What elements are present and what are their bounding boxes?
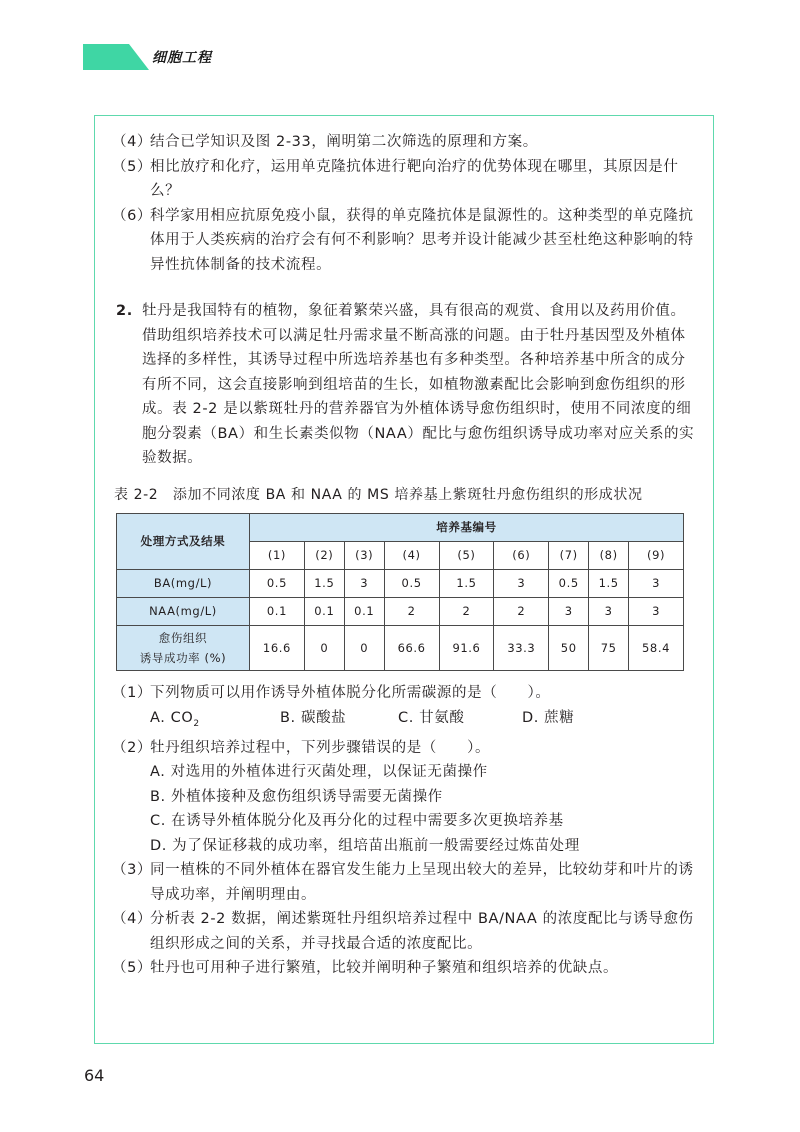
table-cell: 58.4 bbox=[629, 626, 684, 671]
table-cell: 3 bbox=[549, 598, 589, 626]
table-corner-cell: 处理方式及结果 bbox=[117, 514, 250, 570]
question-text: 牡丹也可用种子进行繁殖，比较并阐明种子繁殖和组织培养的优缺点。 bbox=[150, 960, 619, 977]
option-a-subscript: 2 bbox=[193, 718, 200, 729]
question-item bbox=[112, 204, 696, 278]
table-row bbox=[117, 598, 684, 626]
question-item bbox=[112, 155, 696, 204]
table-row bbox=[117, 626, 684, 671]
question-2-number: 2. bbox=[116, 303, 133, 319]
question-number: （5） bbox=[112, 960, 153, 977]
table-cell: 0.1 bbox=[250, 598, 305, 626]
sub-question-1 bbox=[112, 681, 696, 706]
table-cell: 1.5 bbox=[439, 570, 494, 598]
question-text: 相比放疗和化疗，运用单克隆抗体进行靶向治疗的优势体现在哪里，其原因是什么？ bbox=[150, 158, 679, 199]
sub-question-3 bbox=[112, 858, 696, 907]
question-number: （4） bbox=[112, 134, 153, 150]
sub-question-4 bbox=[112, 907, 696, 956]
table-cell: 0 bbox=[304, 626, 344, 671]
table-cell: 50 bbox=[549, 626, 589, 671]
column-header: (5) bbox=[439, 542, 494, 570]
column-header: (6) bbox=[494, 542, 549, 570]
question-number: （6） bbox=[112, 207, 153, 224]
table-cell: 1.5 bbox=[304, 570, 344, 598]
sub-question-5 bbox=[112, 956, 696, 981]
question-number: （2） bbox=[112, 739, 153, 756]
column-header: (1) bbox=[250, 542, 305, 570]
table-cell: 0.5 bbox=[384, 570, 439, 598]
table-cell: 75 bbox=[589, 626, 629, 671]
table-cell: 2 bbox=[494, 598, 549, 626]
table-cell: 3 bbox=[494, 570, 549, 598]
chapter-title: 细胞工程 bbox=[152, 50, 212, 66]
table-cell: 3 bbox=[629, 598, 684, 626]
row-label: BA(mg/L) bbox=[117, 570, 250, 598]
column-header: (8) bbox=[589, 542, 629, 570]
table-row bbox=[117, 570, 684, 598]
column-header: (7) bbox=[549, 542, 589, 570]
table-cell: 3 bbox=[344, 570, 384, 598]
question-text: 分析表 2-2 数据，阐述紫斑牡丹组织培养过程中 BA/NAA 的浓度配比与诱导愈伤组织形成之间的关系，并寻找最合适的浓度配比。 bbox=[150, 911, 694, 952]
question-item bbox=[112, 130, 696, 155]
table-cell: 2 bbox=[384, 598, 439, 626]
table-cell: 33.3 bbox=[494, 626, 549, 671]
table-cell: 3 bbox=[629, 570, 684, 598]
question-number: （3） bbox=[112, 862, 153, 879]
question-number: （1） bbox=[112, 685, 153, 701]
options-row bbox=[112, 706, 696, 736]
table-cell: 0.1 bbox=[304, 598, 344, 626]
column-header: (3) bbox=[344, 542, 384, 570]
column-header: (4) bbox=[384, 542, 439, 570]
table-cell: 66.6 bbox=[384, 626, 439, 671]
option: D. 为了保证移栽的成功率，组培苗出瓶前一般需要经过炼苗处理 bbox=[150, 837, 580, 854]
table-caption: 表 2-2 添加不同浓度 BA 和 NAA 的 MS 培养基上紫斑牡丹愈伤组织的形成状况 bbox=[114, 486, 643, 503]
table-cell: 0.5 bbox=[549, 570, 589, 598]
option-a bbox=[150, 706, 280, 736]
question-number: （4） bbox=[112, 911, 153, 928]
table-cell: 0.5 bbox=[250, 570, 305, 598]
table-cell: 0.1 bbox=[344, 598, 384, 626]
table-cell: 2 bbox=[439, 598, 494, 626]
row-label-line: 诱导成功率 (%) bbox=[139, 651, 227, 665]
option-a-text: A. CO bbox=[150, 709, 194, 726]
question-text: 牡丹组织培养过程中，下列步骤错误的是（ ）。 bbox=[150, 739, 491, 756]
sub-question-2 bbox=[112, 736, 696, 761]
question-text: 同一植株的不同外植体在器官发生能力上呈现出较大的差异，比较幼芽和叶片的诱导成功率，并阐明理由。 bbox=[150, 862, 694, 903]
table-cell: 0 bbox=[344, 626, 384, 671]
data-table bbox=[116, 513, 684, 671]
row-label-line: 愈伤组织 bbox=[158, 631, 208, 645]
table-cell: 1.5 bbox=[589, 570, 629, 598]
table-header-row bbox=[117, 514, 684, 542]
row-label bbox=[117, 626, 250, 671]
question-text: 科学家用相应抗原免疫小鼠，获得的单克隆抗体是鼠源性的。这种类型的单克隆抗体用于人类疾病的治疗会有何不利影响？思考并设计能减少甚至杜绝这种影响的特异性抗体制备的技术流程。 bbox=[150, 207, 694, 273]
option-b: B. 碳酸盐 bbox=[280, 709, 347, 726]
option-d: D. 蔗糖 bbox=[522, 709, 575, 726]
table-cell: 16.6 bbox=[250, 626, 305, 671]
option: C. 在诱导外植体脱分化及再分化的过程中需要多次更换培养基 bbox=[150, 813, 564, 830]
table-group-header: 培养基编号 bbox=[250, 514, 684, 542]
option: B. 外植体接种及愈伤组织诱导需要无菌操作 bbox=[150, 788, 443, 805]
column-header: (2) bbox=[304, 542, 344, 570]
question-text: 下列物质可以用作诱导外植体脱分化所需碳源的是（ ）。 bbox=[150, 685, 551, 701]
question-2-text: 牡丹是我国特有的植物，象征着繁荣兴盛，具有很高的观赏、食用以及药用价值。借助组织培养技术可以满足牡丹需求量不断高涨的问题。由于牡丹基因型及外植体选择的多样性，其诱导过程中所选培养基也有多种类型。各种培养基中所含的成分有所不同，这会直接影响到组培苗的生长，如植物激素配比会影响到愈伤组织的形成。表 2-2 是以紫斑牡丹的营养器官为外植体诱导愈伤组织时，使用不同浓度的细胞分裂素（BA）和生长素类似物（NAA）配比与愈伤组织诱导成功率对应关系的实验数据。 bbox=[142, 303, 695, 466]
option-c: C. 甘氨酸 bbox=[398, 709, 465, 726]
page-content bbox=[112, 130, 696, 981]
question-2 bbox=[112, 299, 696, 471]
row-label: NAA(mg/L) bbox=[117, 598, 250, 626]
column-header: (9) bbox=[629, 542, 684, 570]
question-text: 结合已学知识及图 2-33，阐明第二次筛选的原理和方案。 bbox=[150, 134, 538, 150]
option: A. 对选用的外植体进行灭菌处理，以保证无菌操作 bbox=[150, 764, 488, 781]
table-cell: 3 bbox=[589, 598, 629, 626]
page-number: 64 bbox=[84, 1066, 105, 1085]
question-number: （5） bbox=[112, 158, 153, 175]
table-cell: 91.6 bbox=[439, 626, 494, 671]
